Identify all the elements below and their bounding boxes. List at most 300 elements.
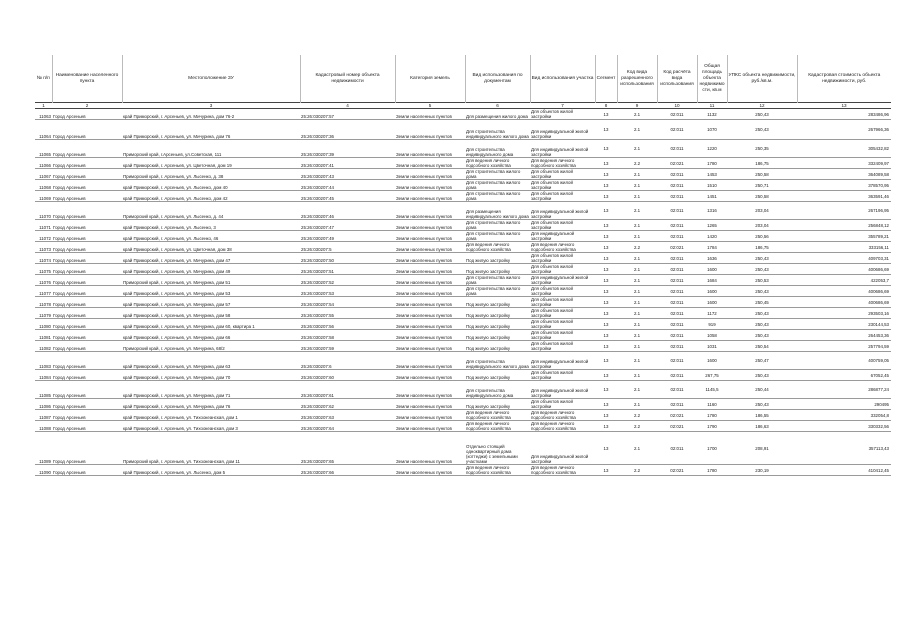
actual-use-cell: Для объектов жилой застройки	[530, 169, 595, 180]
upks-value-cell: 250,43	[727, 399, 797, 410]
upks-value-cell: 250,58	[727, 191, 797, 202]
upks-value-cell: 250,53	[727, 275, 797, 286]
cadastral-number-cell: 25:26:030207:54	[300, 297, 395, 308]
calc-code-cell: 02:021	[657, 410, 697, 421]
table-row	[35, 180, 891, 191]
row-number-cell: 11076	[35, 275, 52, 286]
land-category-cell: Земли населенных пунктов	[395, 286, 465, 297]
permitted-use-code-cell: 2.2	[617, 242, 657, 253]
area-cell: 1784	[697, 242, 727, 253]
use-by-documents-cell: Под жилую застройку	[465, 297, 530, 308]
segment-cell: 13	[595, 308, 617, 319]
location-cell: край Приморский, г. Арсеньев, ул. Лысенко, 3	[122, 220, 300, 231]
row-number-cell: 11081	[35, 330, 52, 341]
location-cell: край Приморский, г. Арсеньев, ул. Лысенко, дом 5	[122, 465, 300, 476]
cadastral-cost-cell: 333156,11	[797, 242, 891, 253]
permitted-use-code-cell: 2.1	[617, 180, 657, 191]
cadastral-number-cell: 25:26:030207:50	[300, 253, 395, 264]
segment-cell: 13	[595, 264, 617, 275]
cadastral-cost-cell: 363591,46	[797, 191, 891, 202]
cadastral-number-cell: 25:26:030207:6	[300, 352, 395, 370]
land-category-cell: Земли населенных пунктов	[395, 231, 465, 242]
area-cell: 919	[697, 319, 727, 330]
row-number-cell: 11064	[35, 120, 52, 140]
town-name-cell: Город Арсеньев	[52, 275, 122, 286]
town-name-cell: Город Арсеньев	[52, 231, 122, 242]
town-name-cell: Город Арсеньев	[52, 286, 122, 297]
segment-cell: 13	[595, 191, 617, 202]
cadastral-number-cell: 25:26:030207:55	[300, 308, 395, 319]
permitted-use-code-cell: 2.1	[617, 308, 657, 319]
table-header	[35, 55, 891, 109]
use-by-documents-cell: Для строительства жилого дома	[465, 220, 530, 231]
table-row	[35, 465, 891, 476]
table-row	[35, 169, 891, 180]
column-number: 5	[395, 103, 465, 109]
use-by-documents-cell: Под жилую застройку	[465, 264, 530, 275]
cadastral-cost-cell: 410412,45	[797, 465, 891, 476]
use-by-documents-cell: Под жилую застройку	[465, 399, 530, 410]
land-category-cell: Земли населенных пунктов	[395, 275, 465, 286]
actual-use-cell: Для объектов жилой застройки	[530, 286, 595, 297]
column-header: Категория земель	[395, 55, 465, 103]
segment-cell: 13	[595, 158, 617, 169]
upks-value-cell: 230,19	[727, 465, 797, 476]
town-name-cell: Город Арсеньев	[52, 410, 122, 421]
cadastral-cost-cell: 283486,96	[797, 109, 891, 120]
area-cell: 1600	[697, 297, 727, 308]
cadastral-number-cell: 25:26:030207:62	[300, 399, 395, 410]
location-cell: Приморский край, г.Арсеньев, ул.Советская, 111	[122, 140, 300, 158]
calc-code-cell: 02:011	[657, 352, 697, 370]
table-row	[35, 202, 891, 220]
cadastral-number-cell: 25:26:030207:49	[300, 231, 395, 242]
town-name-cell: Город Арсеньев	[52, 242, 122, 253]
actual-use-cell: Для индивидуальной жилой застройки	[530, 275, 595, 286]
area-cell: 1172	[697, 308, 727, 319]
permitted-use-code-cell: 2.1	[617, 341, 657, 352]
table-row	[35, 399, 891, 410]
permitted-use-code-cell: 2.2	[617, 421, 657, 432]
actual-use-cell: Для индивидуальной застройки	[530, 231, 595, 242]
upks-value-cell: 186,75	[727, 242, 797, 253]
table-row	[35, 421, 891, 432]
segment-cell: 13	[595, 253, 617, 264]
column-header: Общая площадь объекта недвижимо сти, кв.м	[697, 55, 727, 103]
calc-code-cell: 02:011	[657, 297, 697, 308]
area-cell: 1700	[697, 432, 727, 465]
calc-code-cell: 02:011	[657, 140, 697, 158]
cadastral-cost-cell: 355789,21	[797, 231, 891, 242]
actual-use-cell: Для индивидуальной жилой застройки	[530, 432, 595, 465]
use-by-documents-cell: Под жилую застройку	[465, 308, 530, 319]
actual-use-cell: Для объектов жилой застройки	[530, 399, 595, 410]
row-number-cell: 11077	[35, 286, 52, 297]
town-name-cell: Город Арсеньев	[52, 341, 122, 352]
segment-cell: 13	[595, 275, 617, 286]
segment-cell: 13	[595, 330, 617, 341]
location-cell: Приморский край, г. Арсеньев, ул. Тихоокеанская, дом 11	[122, 432, 300, 465]
segment-cell: 13	[595, 297, 617, 308]
header-row	[35, 55, 891, 103]
permitted-use-code-cell: 2.1	[617, 275, 657, 286]
area-cell: 1145,5	[697, 381, 727, 399]
column-header: Вид использования по документам	[465, 55, 530, 103]
table-row	[35, 242, 891, 253]
column-header: Кадастровая стоимость объекта недвижимости, руб.	[797, 55, 891, 103]
table-row	[35, 275, 891, 286]
table-row	[35, 140, 891, 158]
row-number-cell: 11090	[35, 465, 52, 476]
segment-cell: 13	[595, 231, 617, 242]
table-row	[35, 253, 891, 264]
table-row	[35, 381, 891, 399]
cadastral-number-cell: 25:26:030207:47	[300, 220, 395, 231]
cadastral-cost-cell: 305432,82	[797, 140, 891, 158]
table-row	[35, 341, 891, 352]
calc-code-cell: 02:011	[657, 286, 697, 297]
land-category-cell: Земли населенных пунктов	[395, 319, 465, 330]
calc-code-cell: 02:011	[657, 432, 697, 465]
upks-value-cell: 250,35	[727, 140, 797, 158]
location-cell: край Приморский, г. Арсеньев, ул. Мичурина, дом 57	[122, 297, 300, 308]
use-by-documents-cell: Для ведения личного подсобного хозяйства	[465, 410, 530, 421]
actual-use-cell: Для объектов жилой застройки	[530, 180, 595, 191]
column-header: Кадастровый номер объекта недвижимости	[300, 55, 395, 103]
cadastral-cost-cell: 293503,16	[797, 308, 891, 319]
actual-use-cell: Для объектов жилой застройки	[530, 308, 595, 319]
town-name-cell: Город Арсеньев	[52, 370, 122, 381]
actual-use-cell: Для индивидуальной жилой застройки	[530, 352, 595, 370]
town-name-cell: Город Арсеньев	[52, 220, 122, 231]
calc-code-cell: 02:011	[657, 231, 697, 242]
row-number-cell: 11074	[35, 253, 52, 264]
row-number-cell: 11089	[35, 432, 52, 465]
row-number-cell: 11087	[35, 410, 52, 421]
cadastral-cost-cell: 67052,45	[797, 370, 891, 381]
column-number: 11	[697, 103, 727, 109]
cadastral-cost-cell: 257794,59	[797, 341, 891, 352]
cadastral-cost-cell: 422053,7	[797, 275, 891, 286]
cadastral-cost-cell: 332054,8	[797, 410, 891, 421]
column-number: 6	[465, 103, 530, 109]
land-category-cell: Земли населенных пунктов	[395, 341, 465, 352]
town-name-cell: Город Арсеньев	[52, 202, 122, 220]
land-category-cell: Земли населенных пунктов	[395, 169, 465, 180]
town-name-cell: Город Арсеньев	[52, 465, 122, 476]
row-number-cell: 11063	[35, 109, 52, 120]
table-row	[35, 220, 891, 231]
location-cell: край Приморский, г. Арсеньев, ул. Тихоокеанская, дом 1	[122, 410, 300, 421]
row-number-cell: 11070	[35, 202, 52, 220]
location-cell: край Приморский, г. Арсеньев, ул. Мичурина, дом 53	[122, 286, 300, 297]
land-category-cell: Земли населенных пунктов	[395, 109, 465, 120]
town-name-cell: Город Арсеньев	[52, 140, 122, 158]
row-number-cell: 11084	[35, 370, 52, 381]
permitted-use-code-cell: 2.1	[617, 169, 657, 180]
segment-cell: 13	[595, 410, 617, 421]
segment-cell: 13	[595, 109, 617, 120]
area-cell: 1780	[697, 410, 727, 421]
row-number-cell: 11085	[35, 381, 52, 399]
use-by-documents-cell: Для строительства индивидуального дома	[465, 140, 530, 158]
segment-cell: 13	[595, 120, 617, 140]
calc-code-cell: 02:011	[657, 264, 697, 275]
use-by-documents-cell: Для строительства жилого дома	[465, 180, 530, 191]
upks-value-cell: 250,56	[727, 231, 797, 242]
cadastral-number-cell: 25:26:030207:44	[300, 180, 395, 191]
permitted-use-code-cell: 2.1	[617, 202, 657, 220]
actual-use-cell: Для объектов жилой застройки	[530, 220, 595, 231]
land-category-cell: Земли населенных пунктов	[395, 330, 465, 341]
row-number-cell: 11073	[35, 242, 52, 253]
table-row	[35, 286, 891, 297]
row-number-cell: 11065	[35, 140, 52, 158]
column-number: 8	[595, 103, 617, 109]
calc-code-cell: 02:021	[657, 421, 697, 432]
actual-use-cell: Для объектов жилой застройки	[530, 319, 595, 330]
segment-cell: 13	[595, 220, 617, 231]
permitted-use-code-cell: 2.1	[617, 109, 657, 120]
table-row	[35, 158, 891, 169]
town-name-cell: Город Арсеньев	[52, 330, 122, 341]
cadastral-number-cell: 25:26:030207:36	[300, 120, 395, 140]
location-cell: край Приморский, г. Арсеньев, ул. Лысенко, дом 42	[122, 191, 300, 202]
calc-code-cell: 02:021	[657, 242, 697, 253]
use-by-documents-cell: Для строительства жилого дома	[465, 275, 530, 286]
town-name-cell: Город Арсеньев	[52, 191, 122, 202]
table-row	[35, 231, 891, 242]
segment-cell: 13	[595, 286, 617, 297]
permitted-use-code-cell: 2.1	[617, 286, 657, 297]
area-cell: 267,75	[697, 370, 727, 381]
land-category-cell: Земли населенных пунктов	[395, 140, 465, 158]
location-cell: Приморский край, г. Арсеньев, ул. Мичурина, 68/2	[122, 341, 300, 352]
segment-cell: 13	[595, 399, 617, 410]
town-name-cell: Город Арсеньев	[52, 432, 122, 465]
cadastral-number-cell: 25:26:030207:64	[300, 421, 395, 432]
actual-use-cell: Для объектов жилой застройки	[530, 297, 595, 308]
land-category-cell: Земли населенных пунктов	[395, 421, 465, 432]
segment-cell: 13	[595, 381, 617, 399]
row-number-cell: 11069	[35, 191, 52, 202]
column-header: Наименование населенного пункта	[52, 55, 122, 103]
column-number: 7	[530, 103, 595, 109]
calc-code-cell: 02:011	[657, 341, 697, 352]
location-cell: Приморский край, г. Арсеньев, ул. Лысенко, д. 44	[122, 202, 300, 220]
column-header: Местоположение ЗУ	[122, 55, 300, 103]
use-by-documents-cell: Для строительства индивидуального жилого дома	[465, 352, 530, 370]
permitted-use-code-cell: 2.1	[617, 352, 657, 370]
land-category-cell: Земли населенных пунктов	[395, 158, 465, 169]
cadastral-number-cell: 25:26:030207:45	[300, 191, 395, 202]
row-number-cell: 11071	[35, 220, 52, 231]
upks-value-cell: 208,91	[727, 432, 797, 465]
column-header: УПКС объекта недвижимости, руб./кв.м.	[727, 55, 797, 103]
actual-use-cell: Для объектов жилой застройки	[530, 191, 595, 202]
use-by-documents-cell: Для ведения личного подсобного хозяйства	[465, 158, 530, 169]
area-cell: 1636	[697, 253, 727, 264]
table-row	[35, 264, 891, 275]
cadastral-number-cell: 25:26:030207:57	[300, 109, 395, 120]
town-name-cell: Город Арсеньев	[52, 120, 122, 140]
cadastral-number-cell: 25:26:030207:66	[300, 465, 395, 476]
cadastral-number-cell: 25:26:030207:46	[300, 202, 395, 220]
area-cell: 1160	[697, 399, 727, 410]
upks-value-cell: 250,45	[727, 297, 797, 308]
upks-value-cell: 250,43	[727, 370, 797, 381]
cadastral-number-cell: 25:26:030207:5	[300, 242, 395, 253]
table-body	[35, 109, 891, 476]
town-name-cell: Город Арсеньев	[52, 253, 122, 264]
permitted-use-code-cell: 2.2	[617, 465, 657, 476]
segment-cell: 13	[595, 169, 617, 180]
permitted-use-code-cell: 2.1	[617, 231, 657, 242]
land-category-cell: Земли населенных пунктов	[395, 202, 465, 220]
cadastral-cost-cell: 400686,69	[797, 297, 891, 308]
location-cell: Приморский край, г. Арсеньев, ул. Мичурина, дом 51	[122, 275, 300, 286]
location-cell: край Приморский, г. Арсеньев, ул. Мичурина, дом 76	[122, 120, 300, 140]
calc-code-cell: 02:011	[657, 202, 697, 220]
actual-use-cell: Для индивидуальной жилой застройки	[530, 120, 595, 140]
upks-value-cell: 250,43	[727, 264, 797, 275]
valuation-table	[35, 55, 891, 476]
use-by-documents-cell: Под жилую застройку	[465, 341, 530, 352]
table-row	[35, 297, 891, 308]
town-name-cell: Город Арсеньев	[52, 169, 122, 180]
column-header: Код расчёта вида использования	[657, 55, 697, 103]
location-cell: край Приморский, г. Арсеньев, ул. Мичурина, дом 76	[122, 399, 300, 410]
upks-value-cell: 250,43	[727, 109, 797, 120]
town-name-cell: Город Арсеньев	[52, 109, 122, 120]
use-by-documents-cell: Для ведения личного подсобного хозяйства	[465, 465, 530, 476]
column-number: 10	[657, 103, 697, 109]
row-number-cell: 11079	[35, 308, 52, 319]
area-cell: 1600	[697, 352, 727, 370]
row-number-cell: 11078	[35, 297, 52, 308]
use-by-documents-cell: Для строительства жилого дома	[465, 169, 530, 180]
calc-code-cell: 02:011	[657, 120, 697, 140]
table-row	[35, 109, 891, 120]
cadastral-cost-cell: 256848,12	[797, 220, 891, 231]
permitted-use-code-cell: 2.1	[617, 381, 657, 399]
cadastral-cost-cell: 364089,58	[797, 169, 891, 180]
area-cell: 1451	[697, 191, 727, 202]
column-header: Код вида разрешенного использования	[617, 55, 657, 103]
area-cell: 1031	[697, 341, 727, 352]
cadastral-number-cell: 25:26:030207:52	[300, 275, 395, 286]
land-category-cell: Земли населенных пунктов	[395, 242, 465, 253]
use-by-documents-cell: Для строительства жилого дома	[465, 191, 530, 202]
row-number-cell: 11088	[35, 421, 52, 432]
cadastral-cost-cell: 332409,97	[797, 158, 891, 169]
cadastral-number-cell: 25:26:030207:65	[300, 432, 395, 465]
town-name-cell: Город Арсеньев	[52, 308, 122, 319]
permitted-use-code-cell: 2.2	[617, 410, 657, 421]
calc-code-cell: 02:011	[657, 191, 697, 202]
upks-value-cell: 250,43	[727, 308, 797, 319]
table-row	[35, 432, 891, 465]
calc-code-cell: 02:011	[657, 319, 697, 330]
area-cell: 1600	[697, 264, 727, 275]
column-number: 2	[52, 103, 122, 109]
land-category-cell: Земли населенных пунктов	[395, 297, 465, 308]
permitted-use-code-cell: 2.2	[617, 158, 657, 169]
permitted-use-code-cell: 2.1	[617, 399, 657, 410]
location-cell: Приморский край, г. Арсеньев, ул. Лысенко, д. 38	[122, 169, 300, 180]
use-by-documents-cell: Для размещения индивидуального жилого дома	[465, 202, 530, 220]
upks-value-cell: 250,47	[727, 352, 797, 370]
row-number-cell: 11083	[35, 352, 52, 370]
row-number-cell: 11066	[35, 158, 52, 169]
upks-value-cell: 250,44	[727, 381, 797, 399]
upks-value-cell: 250,54	[727, 341, 797, 352]
cadastral-number-cell: 25:26:030207:61	[300, 381, 395, 399]
cadastral-number-cell: 25:26:030207:58	[300, 330, 395, 341]
segment-cell: 13	[595, 421, 617, 432]
location-cell: край Приморский, г. Арсеньев, ул. Лысенко, 46	[122, 231, 300, 242]
area-cell: 1780	[697, 158, 727, 169]
column-number: 3	[122, 103, 300, 109]
cadastral-cost-cell: 400686,69	[797, 286, 891, 297]
upks-value-cell: 186,63	[727, 421, 797, 432]
area-cell: 1070	[697, 120, 727, 140]
segment-cell: 13	[595, 352, 617, 370]
actual-use-cell: Для индивидуальной жилой застройки	[530, 202, 595, 220]
calc-code-cell: 02:011	[657, 399, 697, 410]
actual-use-cell: Для ведения личного подсобного хозяйства	[530, 410, 595, 421]
cadastral-number-cell: 25:26:030207:51	[300, 264, 395, 275]
upks-value-cell: 186,55	[727, 410, 797, 421]
use-by-documents-cell: Для строительства жилого дома	[465, 231, 530, 242]
table-row	[35, 410, 891, 421]
use-by-documents-cell: Для размещения жилого дома	[465, 109, 530, 120]
town-name-cell: Город Арсеньев	[52, 421, 122, 432]
cadastral-cost-cell: 409703,31	[797, 253, 891, 264]
actual-use-cell: Для объектов жилой застройки	[530, 264, 595, 275]
calc-code-cell: 02:011	[657, 220, 697, 231]
upks-value-cell: 203,04	[727, 220, 797, 231]
calc-code-cell: 02:021	[657, 158, 697, 169]
use-by-documents-cell: Для строительства жилого дома	[465, 286, 530, 297]
use-by-documents-cell: Под жилую застройку	[465, 319, 530, 330]
table-row	[35, 319, 891, 330]
land-category-cell: Земли населенных пунктов	[395, 120, 465, 140]
land-category-cell: Земли населенных пунктов	[395, 465, 465, 476]
land-category-cell: Земли населенных пунктов	[395, 191, 465, 202]
land-category-cell: Земли населенных пунктов	[395, 410, 465, 421]
upks-value-cell: 203,04	[727, 202, 797, 220]
cadastral-number-cell: 25:26:030207:63	[300, 410, 395, 421]
cadastral-cost-cell: 378570,95	[797, 180, 891, 191]
cadastral-cost-cell: 267966,36	[797, 120, 891, 140]
land-category-cell: Земли населенных пунктов	[395, 308, 465, 319]
area-cell: 1265	[697, 220, 727, 231]
cadastral-cost-cell: 400686,69	[797, 264, 891, 275]
area-cell: 1790	[697, 421, 727, 432]
cadastral-cost-cell: 400759,05	[797, 352, 891, 370]
area-cell: 1510	[697, 180, 727, 191]
permitted-use-code-cell: 2.1	[617, 191, 657, 202]
town-name-cell: Город Арсеньев	[52, 297, 122, 308]
permitted-use-code-cell: 2.1	[617, 140, 657, 158]
actual-use-cell: Для ведения личного подсобного хозяйства	[530, 465, 595, 476]
row-number-cell: 11067	[35, 169, 52, 180]
land-category-cell: Земли населенных пунктов	[395, 180, 465, 191]
calc-code-cell: 02:011	[657, 109, 697, 120]
column-number: 1	[35, 103, 52, 109]
cadastral-cost-cell: 267196,95	[797, 202, 891, 220]
